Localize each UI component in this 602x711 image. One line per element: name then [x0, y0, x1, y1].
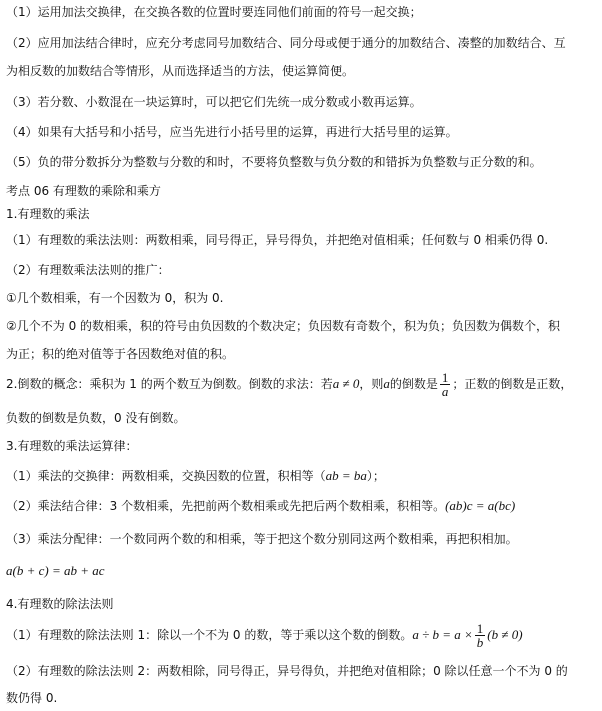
division-fraction: $\frac{1}{b}$ [476, 621, 484, 650]
division-condition: (b ≠ 0) [487, 627, 523, 642]
division-rule-2b: 数仍得 0. [6, 691, 58, 705]
rule-fractions-decimals: （3）若分数、小数混在一块运算时，可以把它们先统一成分数或小数再运算。 [6, 95, 422, 109]
multiplication-rule: （1）有理数的乘法法则：两数相乘，同号得正，异号得负，并把绝对值相乘；任何数与 0 相乘仍得 0. [6, 233, 549, 247]
rule-mixed-number-split: （5）负的带分数拆分为整数与分数的和时，不要将负整数与负分数的和错拆为负整数与正分数的和。 [6, 155, 542, 169]
subheading-multiplication: 1.有理数的乘法 [6, 207, 90, 221]
multiplication-generalization: （2）有理数乘法法则的推广： [6, 263, 170, 277]
section-title: 考点 06 有理数的乘除和乘方 [6, 184, 161, 198]
subheading-multiplication-laws: 3.有理数的乘法运算律： [6, 439, 138, 453]
law-distributive: （3）乘法分配律：一个数同两个数的和相乘，等于把这个数分别同这两个数相乘，再把积相加。 [6, 532, 518, 546]
reciprocal-text-1: 2.倒数的概念：乘积为 1 的两个数互为倒数。倒数的求法：若 [6, 377, 333, 391]
reciprocal-fraction: $\frac{1}{a}$ [441, 370, 449, 399]
generalization-point-2b: 为正；积的绝对值等于各因数绝对值的积。 [6, 347, 235, 361]
reciprocal-concept [6, 369, 572, 399]
law-commutative-formula: ab = ba [325, 468, 367, 483]
law-commutative: （1）乘法的交换律：两数相乘，交换因数的位置，积相等（ab = ba）； [6, 468, 385, 483]
division-rule-1: （1）有理数的除法法则 1：除以一个不为 0 的数，等于乘以这个数的倒数。a ÷ b = a × $\frac{1}{b}$ (b ≠ 0) [6, 621, 523, 650]
division-rule-2a: （2）有理数的除法法则 2：两数相除，同号得正，异号得负，并把绝对值相除；0 除以任意一个不为 0 的 [6, 664, 568, 678]
rule-brackets: （4）如果有大括号和小括号，应当先进行小括号里的运算，再进行大括号里的运算。 [6, 125, 458, 139]
reciprocal-text-3: 的倒数是 [389, 377, 438, 391]
reciprocal-var: a [383, 376, 390, 391]
generalization-point-1: ①几个数相乘，有一个因数为 0，积为 0. [6, 291, 224, 305]
rule-addition-associative-2: 为相反数的加数结合等情形，从而选择适当的方法，使运算简便。 [6, 64, 355, 78]
rule-addition-associative-1: （2）应用加法结合律时，应充分考虑同号加数结合、同分母或便于通分的加数结合、凑整的加数结合、互 [6, 36, 566, 50]
reciprocal-condition: a ≠ 0 [332, 376, 360, 391]
law-associative: （2）乘法结合律：3 个数相乘，先把前两个数相乘或先把后两个数相乘，积相等。(ab)c = a(bc) [6, 498, 516, 513]
law-distributive-formula: a(b + c) = ab + ac [6, 563, 105, 578]
subheading-division: 4.有理数的除法法则 [6, 597, 114, 611]
division-formula: a ÷ b = a × [412, 627, 473, 642]
reciprocal-text-2: ，则 [359, 377, 384, 391]
rule-addition-commutative: （1）运用加法交换律，在交换各数的位置时要连同他们前面的符号一起交换； [6, 5, 422, 19]
reciprocal-concept-cont: 负数的倒数是负数，0 没有倒数。 [6, 411, 186, 425]
law-associative-formula: (ab)c = a(bc) [445, 498, 516, 513]
reciprocal-text-4: ；正数的倒数是正数， [452, 377, 573, 391]
generalization-point-2a: ②几个不为 0 的数相乘，积的符号由负因数的个数决定；负因数有奇数个，积为负；负因数为偶数个，积 [6, 319, 561, 333]
